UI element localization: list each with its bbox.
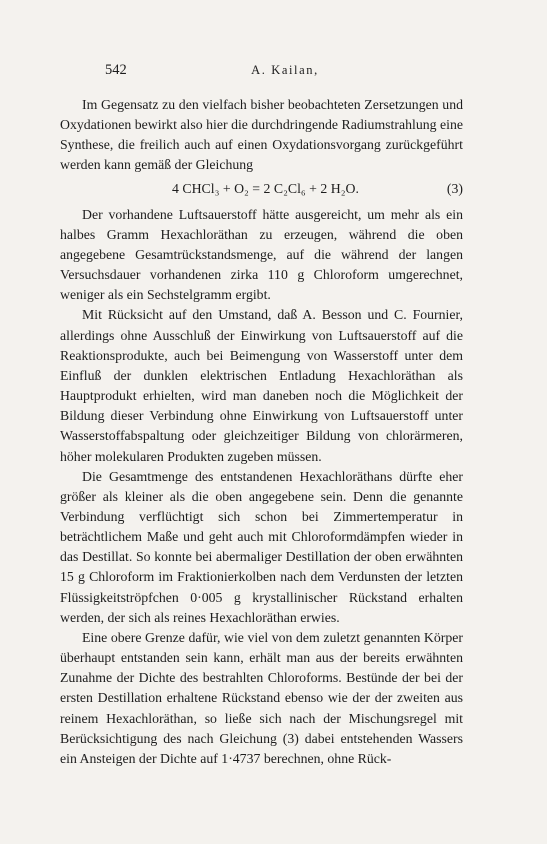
equation-number: (3) xyxy=(446,180,463,196)
paragraph-4: Die Gesamtmenge des entstandenen Hexachloräthans dürfte eher größer als kleiner als die oben angegebene sein. Denn die genannte Verbindung verflüchtigt sich schon bei Zimmertemperatur in beträchtlichem Maße und geht auch mit Chloroformdämpfen wieder in das Destillat. So konnte bei abermaliger Destillation der oben erwähnten 15 g Chloroform im Fraktionierkolben nach dem Verdunsten der letzten Flüssigkeitströpfchen 0·005 g krystallinischer Rückstand erhalten werden, der sich als reines Hexachloräthan erwies. xyxy=(60,468,463,625)
paragraph-5: Eine obere Grenze dafür, wie viel von dem zuletzt genannten Körper überhaupt entstanden sein kann, erhält man aus der bereits erwähnten Zunahme der Dichte des bestrahlten Chloroforms. Bestünde der bei der ersten Destillation erhaltene Rückstand ebenso wie der der zweiten aus reinem Hexachloräthan, so ließe sich nach der Mischungsregel mit Berücksichtigung des nach Gleichung (3) dabei entstehenden Wassers ein Ansteigen der Dichte auf 1·4737 berechnen, ohne Rück- xyxy=(60,629,463,766)
paragraph-2: Der vorhandene Luftsauerstoff hätte ausgereicht, um mehr als ein halbes Gramm Hexachloräthan zu erzeugen, während die oben angegebene Gesamtrückstandsmenge, auf die während der langen Versuchsdauer vorhandenen zirka 110 g Chloroform umgerechnet, weniger als ein Sechstelgramm ergibt. xyxy=(60,206,463,303)
equation: 4 CHCl₃ + O₂ = 2 C₂Cl₆ + 2 H₂O. xyxy=(172,180,359,196)
body-text xyxy=(60,95,463,769)
equation-line xyxy=(60,176,463,205)
paragraph-1: Im Gegensatz zu den vielfach bisher beobachteten Zersetzungen und Oxydationen bewirkt also hier die durchdringende Radiumstrahlung eine Synthese, die freilich auch auf einen Oxydationsvorgang zurückgeführt werden kann gemäß der Gleichung xyxy=(60,97,463,173)
page-header xyxy=(105,62,465,82)
page-number: 542 xyxy=(105,62,127,78)
running-head: A. Kailan, xyxy=(251,63,319,77)
paragraph-3: Mit Rücksicht auf den Umstand, daß A. Besson und C. Fournier, allerdings ohne Ausschluß der Einwirkung von Luftsauerstoff auf die Reaktionsprodukte, auch bei Beimengung von Wasserstoff unter dem Einfluß der dunklen elektrischen Entladung Hexachloräthan als Hauptprodukt erhielten, wird man daneben noch die Möglichkeit der Bildung dieser Verbindung ohne Einwirkung von Luftsauerstoff unter Wasserstoffabspaltung oder gleichzeitiger Bildung von chlorärmeren, höher molekularen Produkten zugeben müssen. xyxy=(60,307,463,464)
